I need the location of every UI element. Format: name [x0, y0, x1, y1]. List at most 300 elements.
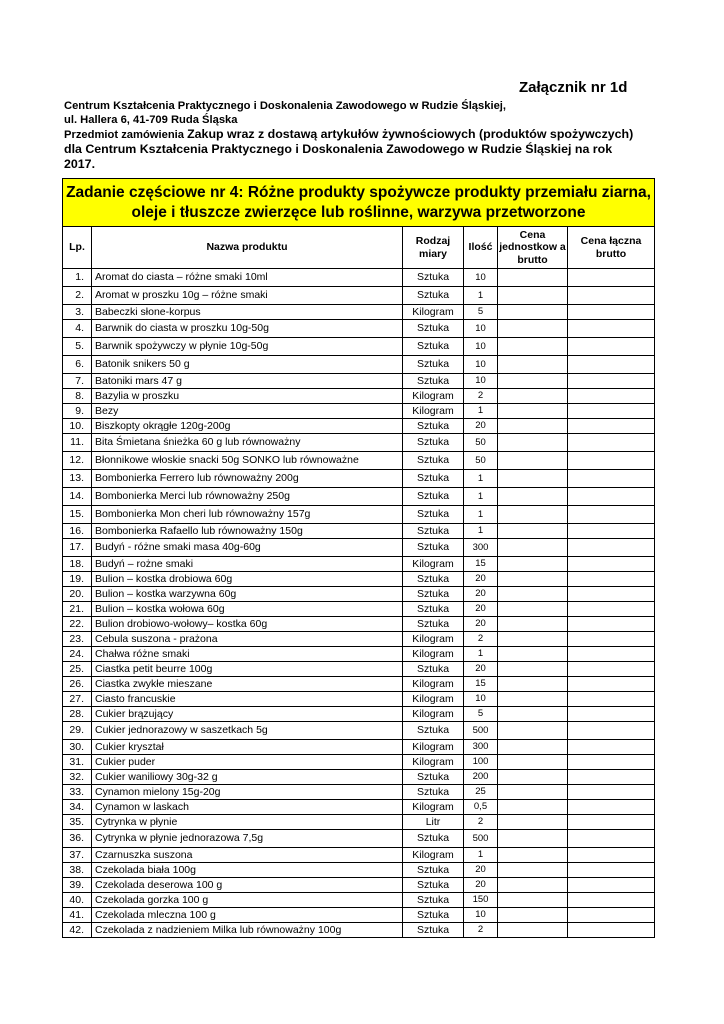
cell-total-price — [568, 908, 655, 923]
col-header-qty: Ilość — [464, 227, 498, 269]
cell-total-price — [568, 830, 655, 848]
cell-unit: Kilogram — [403, 800, 464, 815]
cell-total-price — [568, 470, 655, 488]
cell-unit-price — [498, 470, 568, 488]
cell-total-price — [568, 320, 655, 338]
table-row — [63, 848, 655, 863]
cell-product-name: Cebula suszona - prażona — [92, 632, 403, 647]
cell-unit-price — [498, 740, 568, 755]
cell-quantity: 2 — [464, 632, 498, 647]
cell-unit: Sztuka — [403, 419, 464, 434]
table-row — [63, 557, 655, 572]
cell-quantity: 5 — [464, 707, 498, 722]
cell-lp: 4. — [63, 320, 92, 338]
cell-lp: 39. — [63, 878, 92, 893]
table-row — [63, 338, 655, 356]
cell-unit: Sztuka — [403, 602, 464, 617]
cell-total-price — [568, 893, 655, 908]
cell-lp: 18. — [63, 557, 92, 572]
cell-lp: 40. — [63, 893, 92, 908]
cell-quantity: 2 — [464, 389, 498, 404]
cell-lp: 7. — [63, 374, 92, 389]
cell-total-price — [568, 452, 655, 470]
table-row — [63, 632, 655, 647]
cell-unit: Kilogram — [403, 632, 464, 647]
cell-unit-price — [498, 287, 568, 305]
cell-product-name: Batonik snikers 50 g — [92, 356, 403, 374]
cell-unit-price — [498, 419, 568, 434]
cell-quantity: 10 — [464, 320, 498, 338]
cell-lp: 27. — [63, 692, 92, 707]
table-row — [63, 389, 655, 404]
cell-unit-price — [498, 800, 568, 815]
cell-total-price — [568, 722, 655, 740]
cell-unit-price — [498, 389, 568, 404]
cell-quantity: 10 — [464, 908, 498, 923]
table-row — [63, 662, 655, 677]
cell-product-name: Barwnik do ciasta w proszku 10g-50g — [92, 320, 403, 338]
table-title: Zadanie częściowe nr 4: Różne produkty spożywcze produkty przemiału ziarna, oleje i tłuszcze zwierzęce lub roślinne, warzywa przetworzone — [63, 179, 655, 227]
table-row — [63, 677, 655, 692]
cell-total-price — [568, 815, 655, 830]
document-header — [64, 99, 634, 172]
cell-lp: 8. — [63, 389, 92, 404]
table-row — [63, 770, 655, 785]
cell-quantity: 1 — [464, 470, 498, 488]
col-header-unit-price: Cena jednostkow a brutto — [498, 227, 568, 269]
cell-product-name: Cytrynka w płynie — [92, 815, 403, 830]
table-row — [63, 572, 655, 587]
cell-quantity: 300 — [464, 539, 498, 557]
cell-lp: 21. — [63, 602, 92, 617]
cell-unit-price — [498, 524, 568, 539]
cell-product-name: Babeczki słone-korpus — [92, 305, 403, 320]
cell-unit: Kilogram — [403, 707, 464, 722]
table-body — [63, 269, 655, 938]
cell-unit-price — [498, 707, 568, 722]
cell-unit: Sztuka — [403, 488, 464, 506]
cell-lp: 9. — [63, 404, 92, 419]
cell-quantity: 150 — [464, 893, 498, 908]
cell-product-name: Aromat w proszku 10g – różne smaki — [92, 287, 403, 305]
table-row — [63, 755, 655, 770]
cell-quantity: 2 — [464, 923, 498, 938]
cell-lp: 12. — [63, 452, 92, 470]
cell-unit-price — [498, 452, 568, 470]
cell-total-price — [568, 785, 655, 800]
cell-quantity: 50 — [464, 452, 498, 470]
table-row — [63, 434, 655, 452]
cell-product-name: Chałwa różne smaki — [92, 647, 403, 662]
cell-unit-price — [498, 722, 568, 740]
table-row — [63, 908, 655, 923]
table-row — [63, 539, 655, 557]
cell-unit-price — [498, 557, 568, 572]
cell-total-price — [568, 389, 655, 404]
cell-lp: 42. — [63, 923, 92, 938]
cell-quantity: 100 — [464, 755, 498, 770]
cell-lp: 10. — [63, 419, 92, 434]
cell-unit-price — [498, 893, 568, 908]
subject-text: Zakup wraz z dostawą artykułów żywnościowych (produktów spożywczych) dla Centrum Kształcenia Praktycznego i Doskonalenia Zawodowego w Rudzie Śląskiej na rok 2017. — [64, 127, 634, 171]
cell-unit: Litr — [403, 815, 464, 830]
cell-product-name: Aromat do ciasta – różne smaki 10ml — [92, 269, 403, 287]
cell-quantity: 500 — [464, 830, 498, 848]
cell-lp: 15. — [63, 506, 92, 524]
col-header-total-price: Cena łączna brutto — [568, 227, 655, 269]
cell-unit-price — [498, 374, 568, 389]
table-row — [63, 617, 655, 632]
cell-product-name: Błonnikowe włoskie snacki 50g SONKO lub równoważne — [92, 452, 403, 470]
cell-lp: 14. — [63, 488, 92, 506]
cell-quantity: 15 — [464, 677, 498, 692]
cell-product-name: Cytrynka w płynie jednorazowa 7,5g — [92, 830, 403, 848]
cell-total-price — [568, 572, 655, 587]
cell-total-price — [568, 632, 655, 647]
cell-unit: Sztuka — [403, 320, 464, 338]
cell-unit-price — [498, 602, 568, 617]
cell-total-price — [568, 662, 655, 677]
cell-product-name: Ciasto francuskie — [92, 692, 403, 707]
cell-quantity: 1 — [464, 404, 498, 419]
cell-lp: 24. — [63, 647, 92, 662]
cell-unit-price — [498, 878, 568, 893]
cell-lp: 37. — [63, 848, 92, 863]
cell-quantity: 300 — [464, 740, 498, 755]
cell-unit: Kilogram — [403, 305, 464, 320]
cell-product-name: Cukier jednorazowy w saszetkach 5g — [92, 722, 403, 740]
table-row — [63, 830, 655, 848]
cell-unit: Kilogram — [403, 404, 464, 419]
cell-product-name: Bombonierka Ferrero lub równoważny 200g — [92, 470, 403, 488]
cell-lp: 25. — [63, 662, 92, 677]
cell-lp: 22. — [63, 617, 92, 632]
cell-quantity: 10 — [464, 338, 498, 356]
table-row — [63, 524, 655, 539]
cell-unit: Sztuka — [403, 338, 464, 356]
cell-product-name: Bulion – kostka wołowa 60g — [92, 602, 403, 617]
table-row — [63, 374, 655, 389]
cell-product-name: Barwnik spożywczy w płynie 10g-50g — [92, 338, 403, 356]
cell-total-price — [568, 287, 655, 305]
cell-product-name: Ciastka petit beurre 100g — [92, 662, 403, 677]
cell-quantity: 0,5 — [464, 800, 498, 815]
col-header-name: Nazwa produktu — [92, 227, 403, 269]
table-row — [63, 470, 655, 488]
cell-unit-price — [498, 269, 568, 287]
cell-lp: 23. — [63, 632, 92, 647]
cell-quantity: 1 — [464, 506, 498, 524]
cell-quantity: 1 — [464, 524, 498, 539]
cell-unit-price — [498, 770, 568, 785]
cell-unit: Sztuka — [403, 617, 464, 632]
cell-quantity: 1 — [464, 488, 498, 506]
cell-total-price — [568, 770, 655, 785]
cell-unit: Sztuka — [403, 785, 464, 800]
cell-total-price — [568, 269, 655, 287]
cell-lp: 3. — [63, 305, 92, 320]
cell-lp: 16. — [63, 524, 92, 539]
cell-unit: Kilogram — [403, 755, 464, 770]
cell-unit: Sztuka — [403, 434, 464, 452]
cell-total-price — [568, 923, 655, 938]
cell-product-name: Bulion – kostka warzywna 60g — [92, 587, 403, 602]
cell-total-price — [568, 602, 655, 617]
cell-product-name: Bombonierka Merci lub równoważny 250g — [92, 488, 403, 506]
cell-quantity: 2 — [464, 815, 498, 830]
product-table — [62, 178, 655, 938]
cell-product-name: Czarnuszka suszona — [92, 848, 403, 863]
cell-product-name: Cynamon mielony 15g-20g — [92, 785, 403, 800]
cell-unit: Sztuka — [403, 506, 464, 524]
cell-quantity: 20 — [464, 572, 498, 587]
table-row — [63, 506, 655, 524]
header-address: ul. Hallera 6, 41-709 Ruda Śląska — [64, 114, 238, 126]
cell-product-name: Cukier waniliowy 30g-32 g — [92, 770, 403, 785]
cell-unit: Sztuka — [403, 923, 464, 938]
cell-unit: Kilogram — [403, 557, 464, 572]
cell-lp: 5. — [63, 338, 92, 356]
cell-lp: 13. — [63, 470, 92, 488]
cell-lp: 32. — [63, 770, 92, 785]
cell-unit-price — [498, 338, 568, 356]
cell-unit: Kilogram — [403, 677, 464, 692]
cell-lp: 41. — [63, 908, 92, 923]
cell-unit-price — [498, 815, 568, 830]
cell-product-name: Batoniki mars 47 g — [92, 374, 403, 389]
table-row — [63, 878, 655, 893]
cell-product-name: Cynamon w laskach — [92, 800, 403, 815]
cell-lp: 34. — [63, 800, 92, 815]
cell-unit: Sztuka — [403, 374, 464, 389]
cell-product-name: Czekolada gorzka 100 g — [92, 893, 403, 908]
cell-lp: 26. — [63, 677, 92, 692]
cell-unit-price — [498, 320, 568, 338]
cell-quantity: 15 — [464, 557, 498, 572]
cell-total-price — [568, 800, 655, 815]
cell-lp: 28. — [63, 707, 92, 722]
cell-quantity: 20 — [464, 662, 498, 677]
cell-lp: 29. — [63, 722, 92, 740]
cell-lp: 38. — [63, 863, 92, 878]
cell-unit-price — [498, 677, 568, 692]
cell-quantity: 1 — [464, 287, 498, 305]
cell-unit: Sztuka — [403, 908, 464, 923]
table-row — [63, 893, 655, 908]
cell-unit: Kilogram — [403, 647, 464, 662]
cell-unit: Sztuka — [403, 893, 464, 908]
cell-product-name: Bulion – kostka drobiowa 60g — [92, 572, 403, 587]
table-row — [63, 647, 655, 662]
cell-total-price — [568, 863, 655, 878]
cell-product-name: Bombonierka Rafaello lub równoważny 150g — [92, 524, 403, 539]
cell-quantity: 10 — [464, 356, 498, 374]
cell-lp: 35. — [63, 815, 92, 830]
cell-unit: Sztuka — [403, 539, 464, 557]
subject-label: Przedmiot zamówienia — [64, 129, 184, 141]
cell-quantity: 1 — [464, 848, 498, 863]
cell-unit-price — [498, 587, 568, 602]
cell-product-name: Cukier kryształ — [92, 740, 403, 755]
table-row — [63, 320, 655, 338]
cell-product-name: Bezy — [92, 404, 403, 419]
cell-lp: 11. — [63, 434, 92, 452]
cell-unit: Sztuka — [403, 524, 464, 539]
cell-product-name: Biszkopty okrągłe 120g-200g — [92, 419, 403, 434]
cell-unit: Kilogram — [403, 389, 464, 404]
cell-quantity: 5 — [464, 305, 498, 320]
cell-quantity: 10 — [464, 269, 498, 287]
cell-quantity: 1 — [464, 647, 498, 662]
cell-unit: Sztuka — [403, 878, 464, 893]
cell-unit-price — [498, 305, 568, 320]
cell-quantity: 20 — [464, 617, 498, 632]
cell-unit: Sztuka — [403, 770, 464, 785]
cell-quantity: 10 — [464, 692, 498, 707]
cell-unit: Sztuka — [403, 587, 464, 602]
header-institution: Centrum Kształcenia Praktycznego i Doskonalenia Zawodowego w Rudzie Śląskiej, — [64, 100, 507, 112]
cell-total-price — [568, 878, 655, 893]
cell-unit-price — [498, 755, 568, 770]
table-row — [63, 800, 655, 815]
table-row — [63, 923, 655, 938]
col-header-unit: Rodzaj miary — [403, 227, 464, 269]
cell-quantity: 20 — [464, 878, 498, 893]
cell-lp: 36. — [63, 830, 92, 848]
table-row — [63, 452, 655, 470]
cell-product-name: Budyń – rożne smaki — [92, 557, 403, 572]
cell-total-price — [568, 740, 655, 755]
cell-product-name: Cukier brązujący — [92, 707, 403, 722]
cell-product-name: Ciastka zwykłe mieszane — [92, 677, 403, 692]
table-row — [63, 305, 655, 320]
cell-unit-price — [498, 539, 568, 557]
cell-unit-price — [498, 923, 568, 938]
cell-unit-price — [498, 506, 568, 524]
table-row — [63, 587, 655, 602]
cell-unit-price — [498, 617, 568, 632]
cell-unit: Sztuka — [403, 830, 464, 848]
cell-unit: Sztuka — [403, 662, 464, 677]
cell-unit: Sztuka — [403, 722, 464, 740]
cell-product-name: Bombonierka Mon cheri lub równoważny 157g — [92, 506, 403, 524]
table-row — [63, 863, 655, 878]
cell-lp: 6. — [63, 356, 92, 374]
cell-product-name: Czekolada biała 100g — [92, 863, 403, 878]
cell-unit-price — [498, 434, 568, 452]
cell-unit-price — [498, 647, 568, 662]
cell-lp: 1. — [63, 269, 92, 287]
cell-lp: 2. — [63, 287, 92, 305]
table-row — [63, 815, 655, 830]
cell-total-price — [568, 848, 655, 863]
table-row — [63, 785, 655, 800]
cell-total-price — [568, 677, 655, 692]
cell-quantity: 500 — [464, 722, 498, 740]
cell-unit-price — [498, 692, 568, 707]
cell-total-price — [568, 404, 655, 419]
cell-product-name: Bita Śmietana śnieżka 60 g lub równoważny — [92, 434, 403, 452]
cell-lp: 20. — [63, 587, 92, 602]
cell-unit-price — [498, 356, 568, 374]
cell-lp: 31. — [63, 755, 92, 770]
cell-total-price — [568, 305, 655, 320]
cell-unit-price — [498, 908, 568, 923]
cell-unit-price — [498, 848, 568, 863]
cell-quantity: 20 — [464, 863, 498, 878]
cell-unit: Sztuka — [403, 572, 464, 587]
cell-unit: Sztuka — [403, 356, 464, 374]
cell-total-price — [568, 434, 655, 452]
cell-total-price — [568, 338, 655, 356]
cell-unit: Kilogram — [403, 848, 464, 863]
cell-product-name: Czekolada mleczna 100 g — [92, 908, 403, 923]
cell-quantity: 20 — [464, 419, 498, 434]
cell-unit-price — [498, 404, 568, 419]
cell-lp: 33. — [63, 785, 92, 800]
cell-total-price — [568, 707, 655, 722]
cell-quantity: 10 — [464, 374, 498, 389]
table-row — [63, 707, 655, 722]
cell-product-name: Budyń - różne smaki masa 40g-60g — [92, 539, 403, 557]
cell-total-price — [568, 617, 655, 632]
table-row — [63, 287, 655, 305]
cell-total-price — [568, 692, 655, 707]
cell-total-price — [568, 755, 655, 770]
table-row — [63, 740, 655, 755]
cell-product-name: Czekolada deserowa 100 g — [92, 878, 403, 893]
cell-unit-price — [498, 662, 568, 677]
cell-total-price — [568, 647, 655, 662]
table-row — [63, 722, 655, 740]
cell-product-name: Cukier puder — [92, 755, 403, 770]
cell-unit-price — [498, 632, 568, 647]
header-subject — [64, 127, 634, 172]
cell-quantity: 50 — [464, 434, 498, 452]
cell-product-name: Bazylia w proszku — [92, 389, 403, 404]
cell-unit-price — [498, 785, 568, 800]
cell-unit-price — [498, 830, 568, 848]
table-row — [63, 602, 655, 617]
cell-unit: Sztuka — [403, 452, 464, 470]
cell-total-price — [568, 419, 655, 434]
cell-unit-price — [498, 863, 568, 878]
cell-unit: Sztuka — [403, 863, 464, 878]
cell-total-price — [568, 557, 655, 572]
cell-quantity: 20 — [464, 602, 498, 617]
cell-unit: Kilogram — [403, 740, 464, 755]
table-row — [63, 419, 655, 434]
cell-lp: 19. — [63, 572, 92, 587]
table-row — [63, 269, 655, 287]
col-header-lp: Lp. — [63, 227, 92, 269]
cell-total-price — [568, 524, 655, 539]
cell-product-name: Czekolada z nadzieniem Milka lub równoważny 100g — [92, 923, 403, 938]
cell-lp: 17. — [63, 539, 92, 557]
table-row — [63, 488, 655, 506]
cell-total-price — [568, 374, 655, 389]
cell-unit: Sztuka — [403, 287, 464, 305]
cell-product-name: Bulion drobiowo-wołowy– kostka 60g — [92, 617, 403, 632]
cell-unit: Kilogram — [403, 692, 464, 707]
table-row — [63, 404, 655, 419]
table-row — [63, 356, 655, 374]
cell-unit: Sztuka — [403, 470, 464, 488]
cell-lp: 30. — [63, 740, 92, 755]
cell-unit-price — [498, 572, 568, 587]
cell-total-price — [568, 356, 655, 374]
cell-quantity: 25 — [464, 785, 498, 800]
